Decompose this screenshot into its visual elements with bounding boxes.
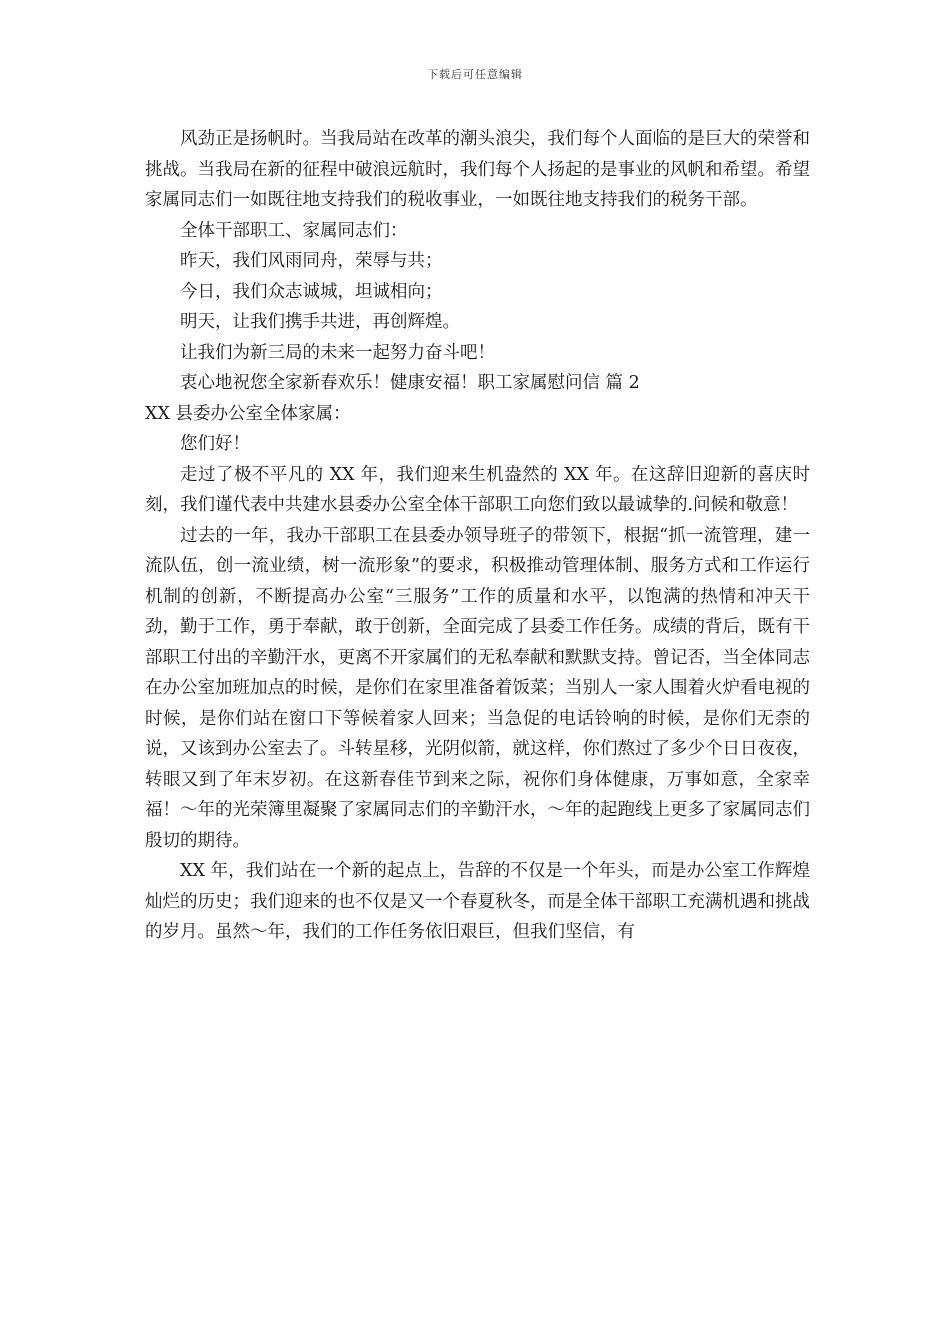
paragraph: 让我们为新三局的未来一起努力奋斗吧！ bbox=[180, 342, 495, 363]
paragraph: 全体干部职工、家属同志们： bbox=[180, 220, 408, 241]
paragraph: 风劲正是扬帆时。当我局站在改革的潮头浪尖，我们每个人面临的是巨大的荣誉和挑战。当我局在新的征程中破浪远航时，我们每个人扬起的是事业的风帆和希望。希望家属同志们一如既往地支持我们的税收事业，一如既往地支持我们的税务干部。 bbox=[145, 129, 810, 210]
paragraph: XX 年，我们站在一个新的起点上，告辞的不仅是一个年头，而是办公室工作辉煌灿烂的历史；我们迎来的也不仅是又一个春夏秋冬，而是全体干部职工充满机遇和挑战的岁月。虽然～年，我们的工作任务依旧艰巨，但我们坚信，有 bbox=[145, 861, 810, 942]
paragraph: 衷心地祝您全家新春欢乐！健康安福！职工家属慰问信 篇 2 bbox=[180, 373, 640, 393]
page-header-note: 下载后可任意编辑 bbox=[427, 68, 523, 81]
letter-salutation: XX 县委办公室全体家属： bbox=[145, 403, 351, 424]
paragraph: 今日，我们众志诚城，坦诚相向； bbox=[180, 281, 443, 302]
paragraph: 走过了极不平凡的 XX 年，我们迎来生机盎然的 XX 年。在这辞旧迎新的喜庆时刻，我们谨代表中共建水县委办公室全体干部职工向您们致以最诚挚的.问候和敬意！ bbox=[145, 464, 810, 515]
paragraph: 您们好！ bbox=[180, 434, 250, 454]
paragraph: 昨天，我们风雨同舟，荣辱与共； bbox=[180, 251, 443, 271]
paragraph: 过去的一年，我办干部职工在县委办领导班子的带领下，根据“抓一流管理，建一流队伍，创一流业绩，树一流形象”的要求，积极推动管理体制、服务方式和工作运行机制的创新，不断提高办公室“三服务”工作的质量和水平，以饱满的热情和冲天干劲，勤于工作，勇于奉献，敢于创新，全面完成了县委工作任务。成绩的背后，既有干部职工付出的辛勤汗水，更离不开家属们的无私奉献和默默支持。曾记否，当全体同志在办公室加班加点的时候，是你们在家里准备着饭菜；当别人一家人围着火炉看电视的时候，是你们站在窗口下等候着家人回来；当急促的电话铃响的时候，是你们无柰的说，又该到办公室去了。斗转星移，光阴似箭，就这样，你们熬过了多少个日日夜夜，转眼又到了年末岁初。在这新春佳节到来之际，祝你们身体健康，万事如意，全家幸福！～年的光荣簿里凝聚了家属同志们的辛勤汗水，～年的起跑线上更多了家属同志们殷切的期待。 bbox=[145, 525, 810, 851]
document-body bbox=[145, 124, 810, 948]
paragraph: 明天，让我们携手共进，再创辉煌。 bbox=[180, 312, 460, 332]
